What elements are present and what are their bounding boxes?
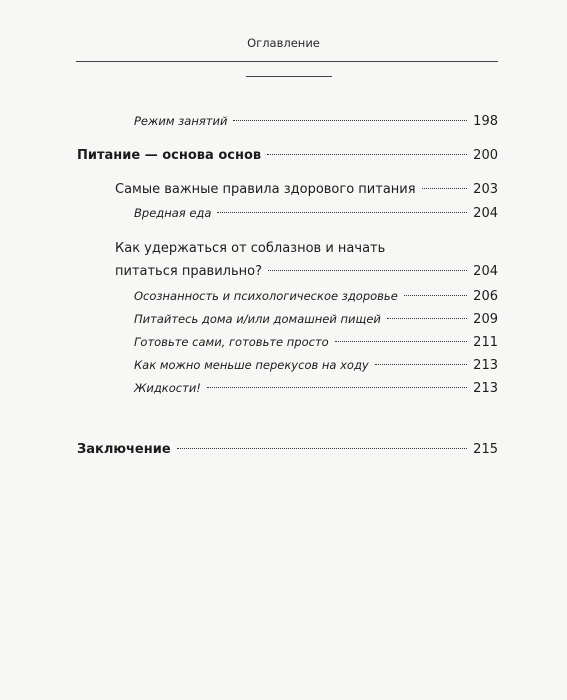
toc-entry-junk-food[interactable] (0, 206, 567, 221)
toc-entry-label: Самые важные правила здорового питания (115, 182, 416, 197)
toc-entry-label: Питание — основа основ (77, 148, 262, 163)
toc-entry-page: 203 (473, 182, 498, 197)
toc-entry-label: Готовьте сами, готовьте просто (134, 335, 329, 349)
toc-entry-page: 198 (473, 114, 498, 129)
toc-entry-resist-temptation[interactable] (0, 264, 567, 279)
toc-entry-label: Жидкости! (134, 381, 201, 395)
toc-entry-training-schedule[interactable] (0, 114, 567, 129)
header-subrule (246, 76, 332, 77)
dot-leader (207, 387, 467, 388)
toc-entry-label: Осознанность и психологическое здоровье (134, 289, 398, 303)
dot-leader (387, 318, 467, 319)
toc-entry-label: Режим занятий (134, 114, 228, 128)
page-title: Оглавление (247, 36, 320, 50)
toc-entry-conclusion[interactable] (0, 442, 567, 457)
dot-leader (422, 188, 468, 189)
dot-leader (268, 270, 467, 271)
toc-entry-page: 213 (473, 381, 498, 396)
toc-entry-healthy-eating-rules[interactable] (0, 182, 567, 197)
toc-entry-page: 213 (473, 358, 498, 373)
dot-leader (233, 120, 467, 121)
dot-leader (404, 295, 467, 296)
dot-leader (217, 212, 467, 213)
toc-entry-liquids[interactable] (0, 381, 567, 396)
toc-entry-cook-yourself[interactable] (0, 335, 567, 350)
toc-entry-nutrition-basics[interactable] (0, 148, 567, 163)
toc-entry-label: Вредная еда (134, 206, 212, 220)
dot-leader (267, 154, 467, 155)
toc-entry-fewer-snacks[interactable] (0, 358, 567, 373)
toc-entry-page: 200 (473, 148, 498, 163)
toc-entry-page: 211 (473, 335, 498, 350)
toc-entry-label: питаться правильно? (115, 264, 262, 279)
toc-entry-page: 206 (473, 289, 498, 304)
toc-entry-label: Заключение (77, 442, 171, 457)
dot-leader (177, 448, 468, 449)
toc-entry-page: 215 (473, 442, 498, 457)
toc-entry-label-line1[interactable]: Как удержаться от соблазнов и начать (115, 241, 386, 256)
toc-entry-page: 204 (473, 206, 498, 221)
toc-entry-page: 204 (473, 264, 498, 279)
toc-entry-mindfulness[interactable] (0, 289, 567, 304)
header-rule (76, 61, 498, 62)
dot-leader (375, 364, 467, 365)
toc-entry-eat-at-home[interactable] (0, 312, 567, 327)
toc-entry-label: Питайтесь дома и/или домашней пищей (134, 312, 381, 326)
toc-entry-label: Как можно меньше перекусов на ходу (134, 358, 369, 372)
toc-entry-page: 209 (473, 312, 498, 327)
dot-leader (335, 341, 467, 342)
